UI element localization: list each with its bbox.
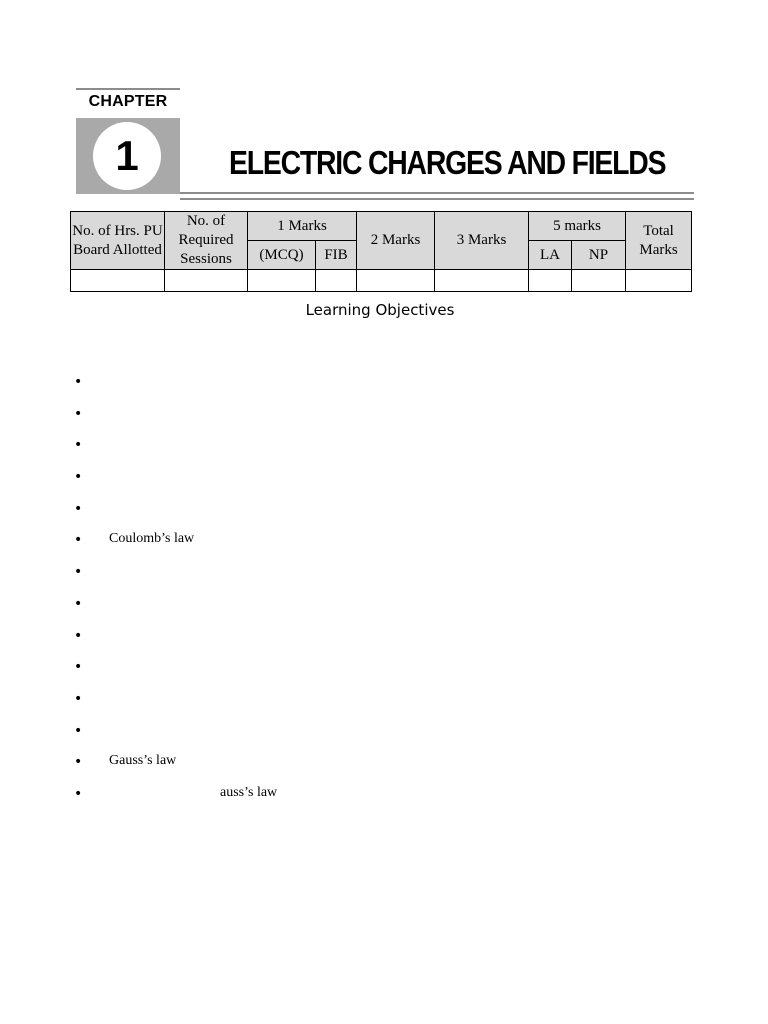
bullet-icon: • <box>74 564 83 581</box>
chapter-badge <box>76 88 180 194</box>
list-item <box>0 779 700 811</box>
bullet-icon: • <box>74 754 83 771</box>
bullet-icon: • <box>74 532 83 549</box>
header-required-sessions: No. of Required Sessions <box>165 212 248 270</box>
list-item <box>0 399 700 431</box>
bullet-icon: • <box>74 627 83 644</box>
chapter-label: CHAPTER <box>88 93 168 110</box>
list-item <box>0 652 700 684</box>
table-cell <box>165 270 248 292</box>
objective-text: Gauss’s law <box>109 753 177 769</box>
bullet-icon: • <box>74 722 83 739</box>
table-cell <box>316 270 357 292</box>
header-five-marks: 5 marks <box>529 212 626 241</box>
objectives-heading: Learning Objectives <box>305 301 455 319</box>
header-two-marks: 2 Marks <box>357 212 435 270</box>
header-total-marks: Total Marks <box>626 212 692 270</box>
table-cell <box>357 270 435 292</box>
header-one-marks: 1 Marks <box>248 212 357 241</box>
bullet-icon: • <box>74 405 83 422</box>
header-mcq: (MCQ) <box>248 241 316 270</box>
bullet-icon: • <box>74 690 83 707</box>
list-item <box>0 430 700 462</box>
list-item <box>0 367 700 399</box>
chapter-number-panel <box>76 118 180 194</box>
list-item <box>0 684 700 716</box>
bullet-icon: • <box>74 659 83 676</box>
objective-text: Coulomb’s law <box>109 531 195 547</box>
table-cell <box>529 270 572 292</box>
list-item <box>0 747 700 779</box>
bullet-icon: • <box>74 500 83 517</box>
table-cell <box>435 270 529 292</box>
header-hrs-allotted: No. of Hrs. PU Board Allotted <box>71 212 165 270</box>
chapter-number: 1 <box>93 122 161 190</box>
objectives-list <box>0 367 700 811</box>
list-item <box>0 494 700 526</box>
table-cell <box>71 270 165 292</box>
title-rule <box>180 192 694 194</box>
list-item <box>0 716 700 748</box>
list-item <box>0 589 700 621</box>
bullet-icon: • <box>74 437 83 454</box>
list-item <box>0 621 700 653</box>
header-fib: FIB <box>316 241 357 270</box>
header-np: NP <box>572 241 626 270</box>
header-three-marks: 3 Marks <box>435 212 529 270</box>
title-rule <box>180 198 694 200</box>
list-item <box>0 557 700 589</box>
table-cell <box>248 270 316 292</box>
bullet-icon: • <box>74 469 83 486</box>
header-la: LA <box>529 241 572 270</box>
chapter-title: ELECTRIC CHARGES AND FIELDS <box>229 144 666 181</box>
table-cell <box>572 270 626 292</box>
table-cell <box>626 270 692 292</box>
bullet-icon: • <box>74 595 83 612</box>
list-item <box>0 462 700 494</box>
bullet-icon: • <box>74 374 83 390</box>
chapter-top-rule <box>76 88 180 90</box>
list-item <box>0 525 700 557</box>
bullet-icon: • <box>74 785 83 802</box>
objective-text: auss’s law <box>220 784 278 800</box>
marks-table <box>70 211 692 292</box>
